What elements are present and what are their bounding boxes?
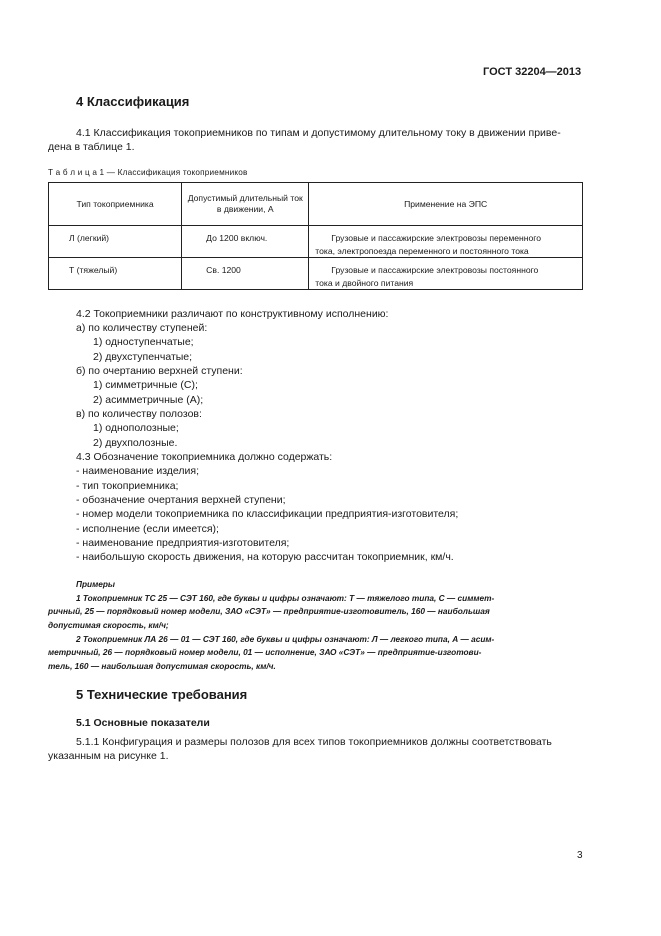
paragraph-4-1-line-2: дена в таблице 1.	[48, 141, 135, 153]
header-type: Тип токоприемника	[49, 183, 182, 226]
cell-type: Т (тяжелый)	[49, 258, 182, 290]
cell-current: До 1200 включ.	[182, 226, 309, 258]
paragraph-4-2-intro: 4.2 Токоприемники различают по конструктивному исполнению:	[76, 308, 389, 320]
cell-usage-line-1: Грузовые и пассажирские электровозы переменного	[331, 233, 541, 243]
subsection-5-1-title: 5.1 Основные показатели	[76, 717, 210, 729]
paragraph-4-3-intro: 4.3 Обозначение токоприемника должно содержать:	[76, 451, 333, 463]
classification-table	[48, 182, 583, 290]
paragraph-4-1-line-1: 4.1 Классификация токоприемников по типам и допустимому длительному току в движении приве-	[76, 127, 561, 139]
example-2-line-1: 2 Токоприемник ЛА 26 — 01 — СЭТ 160, где буквы и цифры означают: Л — легкого типа, А — асим-	[76, 634, 495, 644]
cell-current: Св. 1200	[182, 258, 309, 290]
cell-usage-line-1: Грузовые и пассажирские электровозы постоянного	[331, 265, 539, 275]
cell-usage-line-2: тока, электропоезда переменного и постоянного тока	[315, 245, 529, 256]
section-4-title: 4 Классификация	[76, 94, 190, 109]
list-item: - обозначение очертания верхней ступени;	[76, 494, 286, 506]
list-item-c2: 2) двухполозные.	[93, 437, 178, 449]
header-current	[182, 183, 309, 226]
example-2-line-2: метричный, 26 — порядковый номер модели, 01 — исполнение, ЗАО «СЭТ» — предприятие-изготови-	[48, 647, 482, 657]
list-item-c: в) по количеству полозов:	[76, 408, 202, 420]
list-item-a1: 1) одноступенчатые;	[93, 336, 194, 348]
page-number: 3	[577, 850, 583, 861]
example-1-line-3: допустимая скорость, км/ч;	[48, 620, 169, 630]
header-usage: Применение на ЭПС	[309, 183, 583, 226]
example-1-line-1: 1 Токоприемник ТС 25 — СЭТ 160, где буквы и цифры означают: Т — тяжелого типа, С — симмет-	[76, 593, 495, 603]
standard-number: ГОСТ 32204—2013	[483, 66, 582, 78]
list-item-b1: 1) симметричные (С);	[93, 379, 198, 391]
examples-title: Примеры	[76, 579, 116, 589]
cell-usage	[309, 226, 583, 258]
table-header-row	[49, 183, 583, 226]
list-item: - наименование изделия;	[76, 465, 199, 477]
example-2-line-3: тель, 160 — наибольшая допустимая скорость, км/ч.	[48, 661, 276, 671]
list-item: - номер модели токоприемника по классификации предприятия-изготовителя;	[76, 508, 459, 520]
table-row	[49, 226, 583, 258]
paragraph-5-1-1-line-2: указанным на рисунке 1.	[48, 750, 169, 762]
list-item-b2: 2) асимметричные (А);	[93, 394, 204, 406]
paragraph-5-1-1-line-1: 5.1.1 Конфигурация и размеры полозов для всех типов токоприемников должны соответствовать	[76, 736, 552, 748]
table-row	[49, 258, 583, 290]
list-item-a: а) по количеству ступеней:	[76, 322, 208, 334]
cell-usage-line-2: тока и двойного питания	[315, 277, 414, 288]
cell-usage	[309, 258, 583, 290]
list-item: - тип токоприемника;	[76, 480, 179, 492]
example-1-line-2: ричный, 25 — порядковый номер модели, ЗАО «СЭТ» — предприятие-изготовитель, 160 — наибольшая	[48, 606, 490, 616]
cell-type: Л (легкий)	[49, 226, 182, 258]
list-item: - наименование предприятия-изготовителя;	[76, 537, 290, 549]
section-5-title: 5 Технические требования	[76, 687, 248, 702]
list-item-a2: 2) двухступенчатые;	[93, 351, 193, 363]
list-item: - исполнение (если имеется);	[76, 523, 219, 535]
list-item-b: б) по очертанию верхней ступени:	[76, 365, 243, 377]
header-current-line-2: в движении, А	[216, 204, 274, 214]
table-caption: Т а б л и ц а 1 — Классификация токоприемников	[48, 168, 248, 177]
header-current-line-1: Допустимый длительный ток	[187, 193, 303, 203]
list-item-c1: 1) однополозные;	[93, 422, 179, 434]
list-item: - наибольшую скорость движения, на которую рассчитан токоприемник, км/ч.	[76, 551, 454, 563]
